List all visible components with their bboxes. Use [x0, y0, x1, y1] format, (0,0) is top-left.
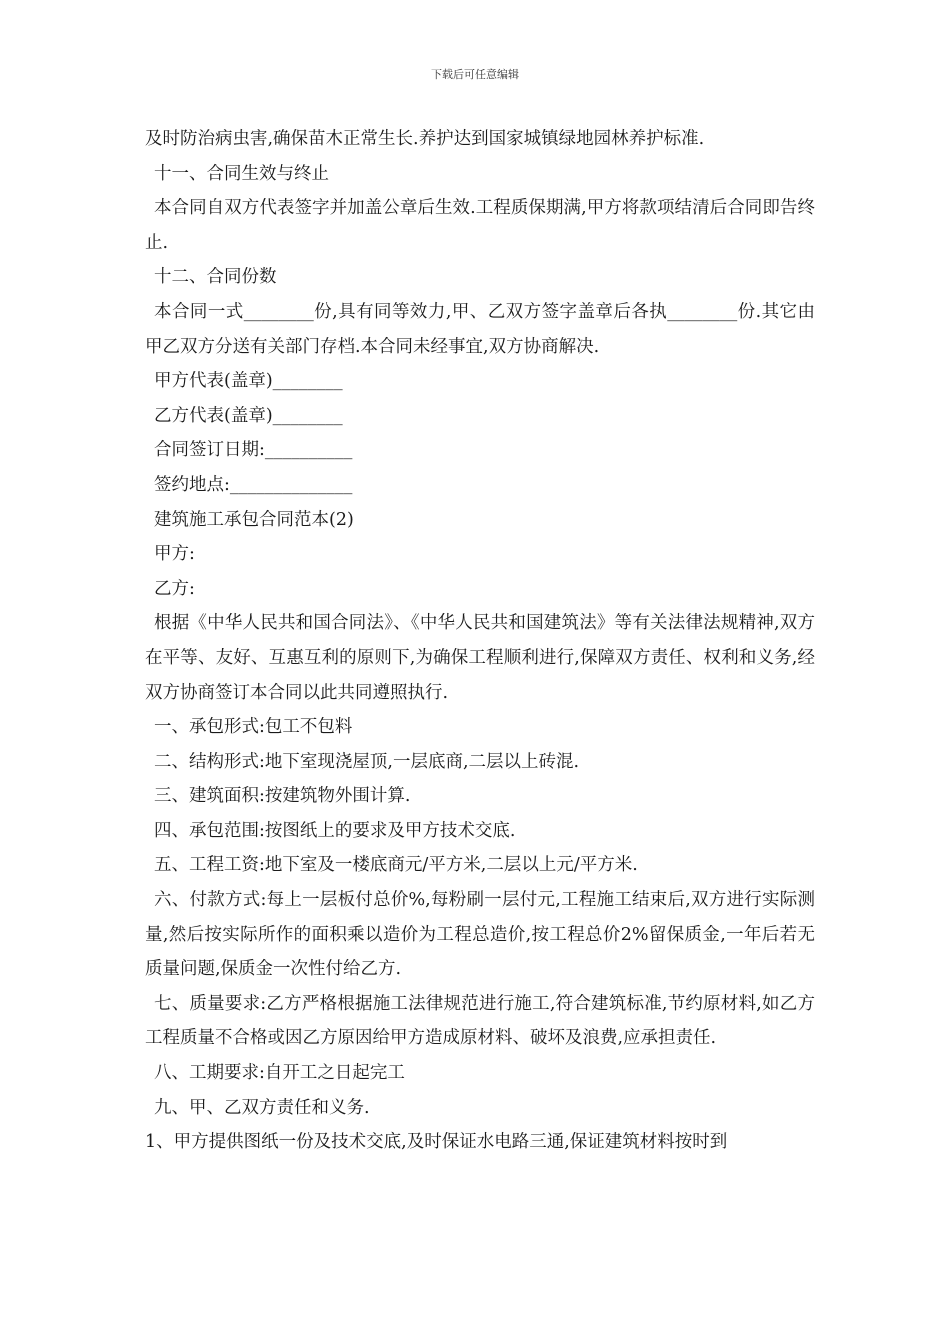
paragraph: 及时防治病虫害,确保苗木正常生长.养护达到国家城镇绿地园林养护标准.	[145, 129, 705, 149]
section-heading: 十二、合同份数	[154, 267, 277, 288]
paragraph: 本合同一式________份,具有同等效力,甲、乙双方签字盖章后各执________份.其它由甲乙双方分送有关部门存档.本合同未经事宜,双方协商解决.	[145, 301, 815, 357]
signing-date-line: 合同签订日期:__________	[154, 440, 353, 461]
paragraph: 本合同自双方代表签字并加盖公章后生效.工程质保期满,甲方将款项结清后合同即告终止.	[145, 198, 815, 253]
signature-line: 甲方代表(盖章)________	[154, 371, 343, 392]
paragraph: 根据《中华人民共和国合同法》、《中华人民共和国建筑法》等有关法律法规精神,双方在平等、友好、互惠互利的原则下,为确保工程顺利进行,保障双方责任、权利和义务,经双方协商签订本合同以此共同遵照执行.	[145, 613, 815, 703]
clause: 五、工程工资:地下室及一楼底商元/平方米,二层以上元/平方米.	[154, 855, 638, 876]
clause: 四、承包范围:按图纸上的要求及甲方技术交底.	[154, 820, 516, 841]
clause: 六、付款方式:每上一层板付总价%,每粉刷一层付元,工程施工结束后,双方进行实际测量,然后按实际所作的面积乘以造价为工程总造价,按工程总价2%留保质金,一年后若无质量问题,保质金一次性付给乙方.	[145, 890, 815, 980]
document-title: 建筑施工承包合同范本(2)	[154, 509, 354, 530]
section-heading: 十一、合同生效与终止	[154, 163, 329, 184]
signature-line: 乙方代表(盖章)________	[154, 405, 343, 426]
clause: 一、承包形式:包工不包料	[154, 717, 353, 738]
clause: 九、甲、乙双方责任和义务.	[154, 1097, 370, 1118]
clause: 八、工期要求:自开工之日起完工	[154, 1063, 405, 1084]
party-b-line: 乙方:	[154, 578, 195, 599]
clause: 三、建筑面积:按建筑物外围计算.	[154, 786, 411, 807]
page-header: 下载后可任意编辑	[431, 68, 519, 81]
signing-place-line: 签约地点:______________	[154, 474, 353, 495]
paragraph: 1、甲方提供图纸一份及技术交底,及时保证水电路三通,保证建筑材料按时到	[145, 1132, 728, 1153]
party-a-line: 甲方:	[154, 544, 195, 565]
clause: 二、结构形式:地下室现浇屋顶,一层底商,二层以上砖混.	[154, 751, 580, 772]
clause: 七、质量要求:乙方严格根据施工法律规范进行施工,符合建筑标准,节约原材料,如乙方工程质量不合格或因乙方原因给甲方造成原材料、破坏及浪费,应承担责任.	[145, 993, 815, 1049]
document-body	[145, 122, 815, 1160]
